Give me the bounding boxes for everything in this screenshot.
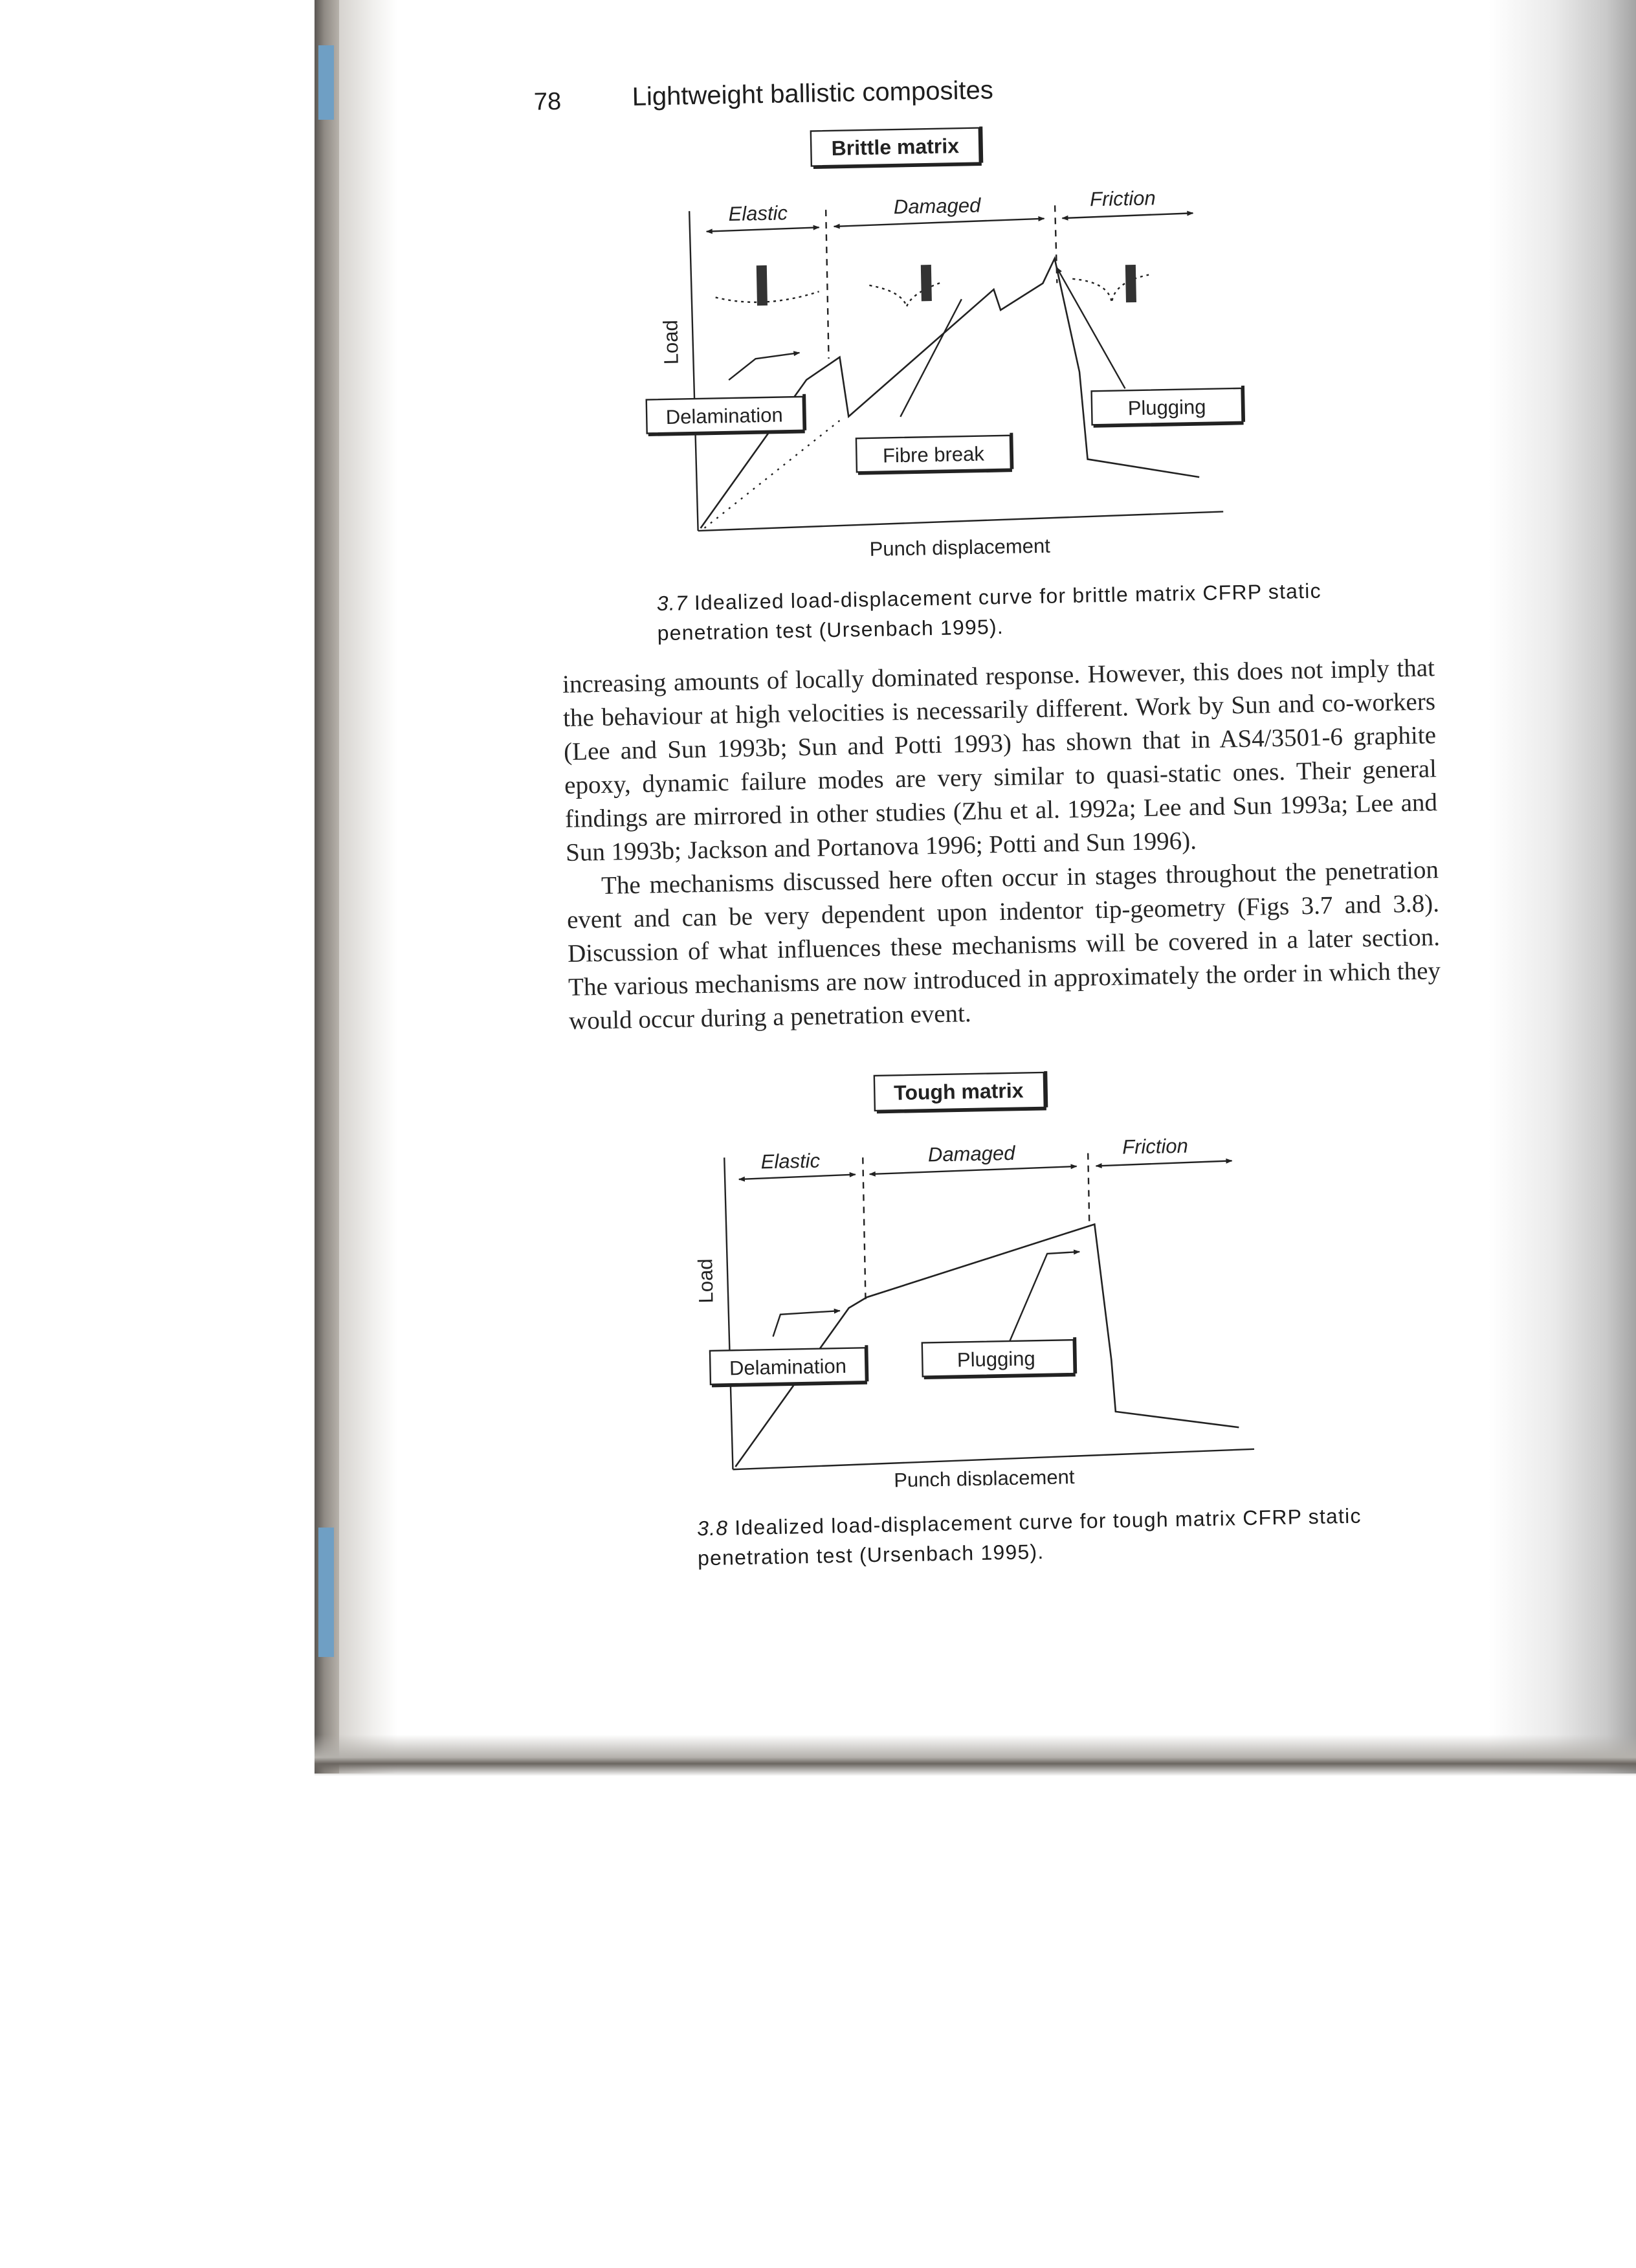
page-bottom-edge [315, 1735, 1636, 1776]
figure-caption [697, 1498, 1475, 1573]
punch-icon [1125, 265, 1136, 302]
caption-text: Idealized load-displacement curve for brittle matrix CFRP static penetration test (Ursenbach 1995). [657, 579, 1322, 645]
fibre-break-leader [898, 299, 964, 417]
region-divider [826, 210, 828, 359]
running-title: Lightweight ballistic composites [632, 76, 994, 111]
delamination-leader [728, 353, 800, 380]
punch-icon [757, 265, 768, 306]
page-number: 78 [533, 87, 562, 116]
figure-tough-matrix [692, 1065, 1295, 1491]
friction-deflection-sketch [1072, 275, 1149, 304]
caption-number: 3.8 [696, 1516, 729, 1540]
y-axis-label: Load [694, 1258, 718, 1304]
callout-fibre-break: Fibre break [882, 442, 985, 467]
region-divider [1088, 1153, 1089, 1225]
callout-delamination: Delamination [665, 403, 784, 428]
punch-icon [921, 265, 932, 301]
x-axis-label: Punch displacement [893, 1465, 1075, 1491]
friction-range-arrow [1062, 213, 1193, 218]
elastic-range-arrow [707, 227, 819, 231]
callout-delamination: Delamination [729, 1354, 847, 1380]
damaged-range-arrow [834, 219, 1045, 227]
region-label-damaged: Damaged [893, 194, 981, 219]
figure-brittle-matrix [628, 118, 1252, 570]
figure-caption [656, 574, 1421, 649]
figure-title: Brittle matrix [831, 134, 960, 160]
friction-range-arrow [1096, 1161, 1232, 1166]
paragraph: increasing amounts of locally dominated response. However, this does not imply that the behaviour at high velocities is necessarily different. Work by Sun and co-workers (Lee and Sun 1993b; Sun and Potti 1993) has shown that in AS4/3501-6 graphite epoxy, dynamic failure modes are very similar to quasi-static ones. Their general findings are mirrored in other studies (Zhu et al. 1992a; Lee and Sun 1993a; Lee and Sun 1993b; Jackson and Portanova 1996; Potti and Sun 1996). [562, 654, 1438, 867]
figure-title: Tough matrix [893, 1078, 1024, 1105]
region-label-elastic: Elastic [728, 201, 788, 226]
region-label-elastic: Elastic [760, 1149, 821, 1173]
scan-background [0, 1776, 1636, 2268]
paragraph: The mechanisms discussed here often occur in stages throughout the penetration event and can be very dependent upon indentor tip-geometry (Figs 3.7 and 3.8). Discussion of what influences these mechanisms will be covered in a later section. The various mechanisms are now introduced in approximately the order in which they would occur during a penetration event. [566, 856, 1441, 1035]
x-axis-label: Punch displacement [869, 534, 1051, 561]
y-axis-label: Load [659, 319, 683, 365]
plugging-leader [1057, 266, 1125, 390]
callout-plugging: Plugging [1127, 395, 1206, 420]
elastic-range-arrow [739, 1175, 856, 1179]
region-label-damaged: Damaged [927, 1141, 1015, 1166]
elastic-extension [702, 421, 841, 528]
brittle-matrix-diagram [628, 118, 1252, 570]
region-label-friction: Friction [1089, 186, 1156, 211]
region-label-friction: Friction [1122, 1134, 1189, 1159]
callout-plugging: Plugging [956, 1347, 1035, 1372]
region-divider [863, 1157, 865, 1300]
damaged-range-arrow [870, 1166, 1077, 1174]
caption-number: 3.7 [656, 591, 689, 616]
x-axis [698, 511, 1223, 531]
body-text [562, 651, 1442, 1038]
y-axis [724, 1157, 733, 1469]
caption-text: Idealized load-displacement curve for tough matrix CFRP static penetration test (Ursenbach 1995). [697, 1504, 1362, 1570]
tough-matrix-diagram [692, 1065, 1295, 1491]
y-axis [689, 211, 698, 531]
